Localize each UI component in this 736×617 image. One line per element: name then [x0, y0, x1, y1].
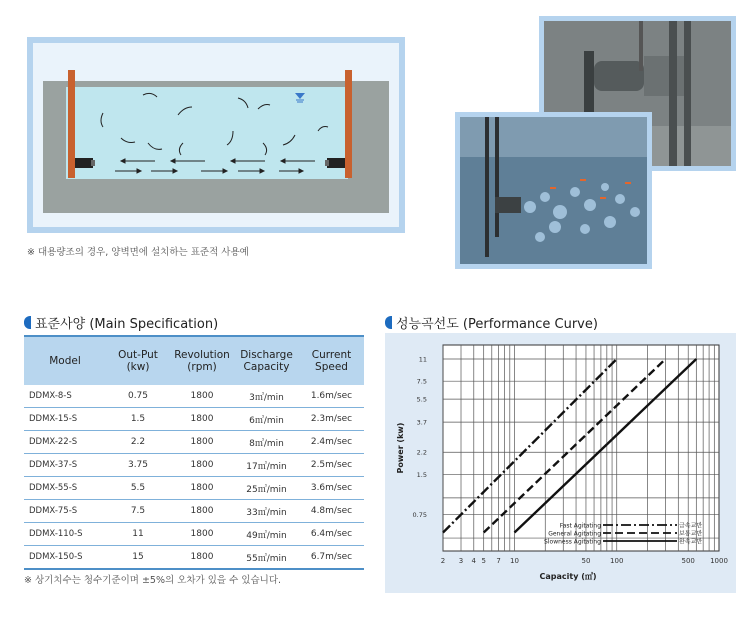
- output-cell: 0.75: [106, 385, 170, 408]
- discharge-cell: 33㎥/min: [234, 500, 299, 523]
- speed-cell: 6.7m/sec: [299, 546, 364, 570]
- model-cell: DDMX-150-S: [24, 546, 106, 570]
- x-tick-label: 3: [458, 557, 464, 565]
- table-row: [24, 431, 364, 454]
- x-axis-label: Capacity (㎥): [539, 572, 597, 581]
- speed-cell: 6.4m/sec: [299, 523, 364, 546]
- table-row: [24, 408, 364, 431]
- x-tick-label: 7: [496, 557, 501, 565]
- header-speed: Current Speed: [299, 336, 364, 385]
- spec-title-text: 표준사양 (Main Specification): [35, 317, 219, 332]
- y-tick-label: 3.7: [416, 418, 427, 427]
- table-row: [24, 546, 364, 570]
- table-row: [24, 454, 364, 477]
- discharge-cell: 25㎥/min: [234, 477, 299, 500]
- revolution-cell: 1800: [170, 477, 234, 500]
- curve-title-text: 성능곡선도 (Performance Curve): [396, 317, 598, 332]
- x-tick-label: 500: [681, 557, 695, 565]
- section-marker-icon: [385, 316, 392, 329]
- y-tick-label: 1.5: [416, 470, 427, 479]
- output-cell: 5.5: [106, 477, 170, 500]
- mixer-right-icon: [325, 158, 345, 168]
- spec-header-row: [24, 336, 364, 385]
- header-model: Model: [24, 336, 106, 385]
- discharge-cell: 17㎥/min: [234, 454, 299, 477]
- legend-label-ko: 급속교반: [679, 522, 703, 530]
- header-output: Out-Put (kw): [106, 336, 170, 385]
- spec-table: [24, 335, 364, 570]
- output-cell: 11: [106, 523, 170, 546]
- revolution-cell: 1800: [170, 523, 234, 546]
- mixer-in-water-photo: [455, 112, 652, 269]
- discharge-cell: 8㎥/min: [234, 431, 299, 454]
- table-row: [24, 385, 364, 408]
- model-cell: DDMX-37-S: [24, 454, 106, 477]
- model-cell: DDMX-75-S: [24, 500, 106, 523]
- revolution-cell: 1800: [170, 500, 234, 523]
- header-revolution: Revolution (rpm): [170, 336, 234, 385]
- spec-table-body: [24, 385, 364, 569]
- header-discharge: Discharge Capacity: [234, 336, 299, 385]
- revolution-cell: 1800: [170, 385, 234, 408]
- mixer-left-icon: [75, 158, 95, 168]
- table-row: [24, 500, 364, 523]
- section-marker-icon: [24, 316, 31, 329]
- curve-section-title: [385, 313, 598, 332]
- speed-cell: 2.4m/sec: [299, 431, 364, 454]
- model-cell: DDMX-55-S: [24, 477, 106, 500]
- x-tick-label: 5: [481, 557, 486, 565]
- legend-label-ko: 보통교반: [679, 530, 703, 538]
- spec-section-title: [24, 313, 218, 332]
- legend-label: General Agitating: [548, 530, 601, 538]
- table-row: [24, 477, 364, 500]
- revolution-cell: 1800: [170, 431, 234, 454]
- revolution-cell: 1800: [170, 546, 234, 570]
- y-tick-label: 5.5: [416, 395, 427, 404]
- model-cell: DDMX-15-S: [24, 408, 106, 431]
- output-cell: 1.5: [106, 408, 170, 431]
- table-row: [24, 523, 364, 546]
- model-cell: DDMX-110-S: [24, 523, 106, 546]
- x-tick-label: 1000: [710, 557, 728, 565]
- y-tick-label: 0.75: [412, 511, 427, 520]
- performance-curve-frame: [385, 333, 736, 593]
- discharge-cell: 6㎥/min: [234, 408, 299, 431]
- output-cell: 3.75: [106, 454, 170, 477]
- discharge-cell: 55㎥/min: [234, 546, 299, 570]
- y-tick-label: 2.2: [416, 448, 427, 457]
- performance-chart: [385, 333, 736, 593]
- x-tick-label: 50: [581, 557, 591, 565]
- speed-cell: 3.6m/sec: [299, 477, 364, 500]
- y-axis-label: Power (kw): [396, 422, 405, 474]
- output-cell: 7.5: [106, 500, 170, 523]
- x-tick-label: 4: [471, 557, 477, 565]
- legend-label: Slowness Agitating: [544, 538, 601, 546]
- discharge-cell: 49㎥/min: [234, 523, 299, 546]
- model-cell: DDMX-8-S: [24, 385, 106, 408]
- y-tick-label: 7.5: [416, 377, 427, 386]
- spec-note: ※ 상기치수는 청수기준이며 ±5%의 오차가 있을 수 있습니다.: [24, 575, 282, 586]
- output-cell: 15: [106, 546, 170, 570]
- x-tick-label: 10: [510, 557, 519, 565]
- tank-caption: ※ 대용량조의 경우, 양벽면에 설치하는 표준적 사용예: [27, 247, 249, 258]
- x-tick-label: 2: [440, 557, 446, 565]
- speed-cell: 4.8m/sec: [299, 500, 364, 523]
- revolution-cell: 1800: [170, 408, 234, 431]
- speed-cell: 2.3m/sec: [299, 408, 364, 431]
- revolution-cell: 1800: [170, 454, 234, 477]
- model-cell: DDMX-22-S: [24, 431, 106, 454]
- discharge-cell: 3㎥/min: [234, 385, 299, 408]
- output-cell: 2.2: [106, 431, 170, 454]
- x-tick-label: 100: [610, 557, 624, 565]
- y-tick-label: 11: [418, 355, 427, 364]
- speed-cell: 2.5m/sec: [299, 454, 364, 477]
- legend-label-ko: 완속교반: [679, 538, 703, 546]
- tank-diagram: [33, 43, 399, 227]
- speed-cell: 1.6m/sec: [299, 385, 364, 408]
- legend-label: Fast Agitating: [559, 522, 601, 530]
